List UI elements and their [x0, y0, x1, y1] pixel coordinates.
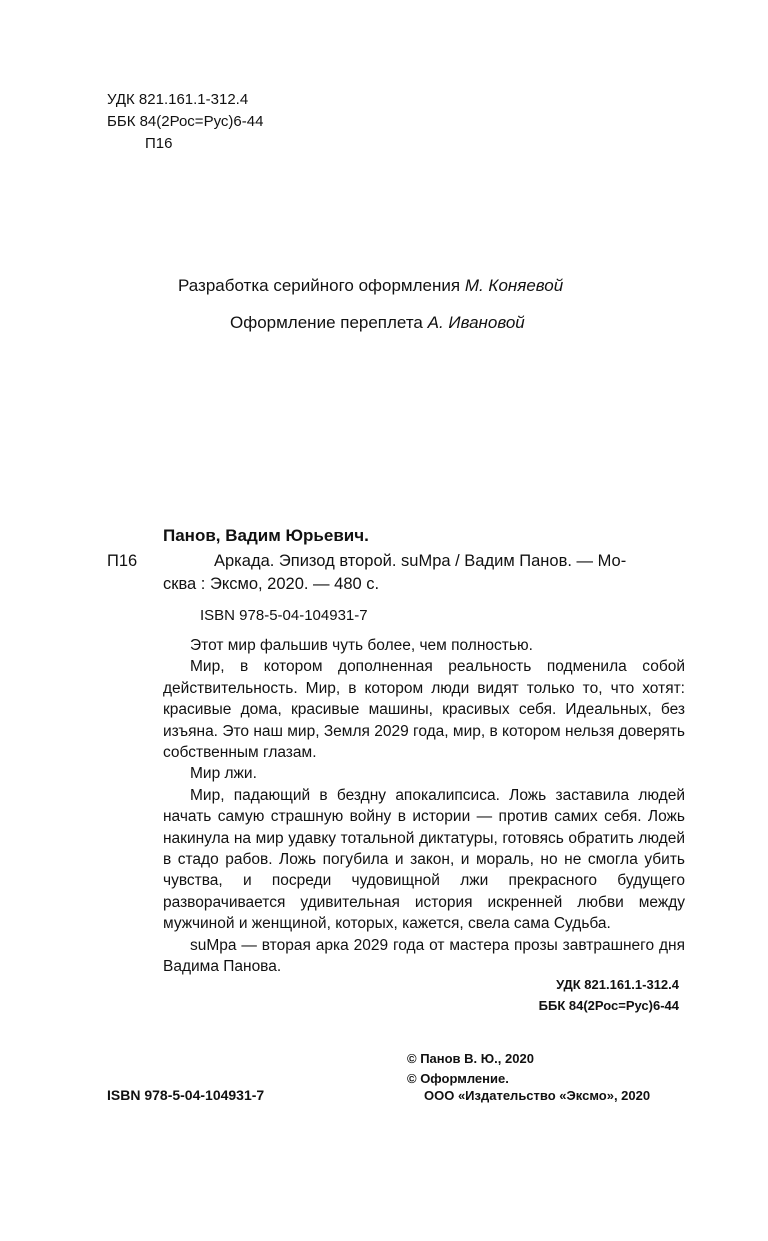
author-mark: П16 — [107, 552, 138, 570]
title-line-1: Аркада. Эпизод второй. suMpa / Вадим Панов. — Мо- — [214, 552, 627, 570]
isbn-footer: ISBN 978-5-04-104931-7 — [107, 1087, 265, 1103]
series-design-label: Разработка серийного оформления — [178, 276, 461, 295]
udk-code-top: УДК 821.161.1-312.4 — [107, 91, 249, 108]
udk-code-bottom: УДК 821.161.1-312.4 — [556, 977, 679, 992]
annotation — [163, 635, 685, 978]
copyright-design: © Оформление. — [407, 1071, 509, 1086]
publisher-copyright: ООО «Издательство «Эксмо», 2020 — [424, 1088, 651, 1103]
series-design-name: М. Коняевой — [464, 276, 564, 295]
annotation-paragraph: Мир лжи. — [190, 765, 257, 783]
title-line-2: сква : Эксмо, 2020. — 480 с. — [163, 575, 380, 593]
binding-design-name: А. Ивановой — [427, 313, 525, 332]
binding-design-label: Оформление переплета — [230, 313, 423, 332]
isbn-record: ISBN 978-5-04-104931-7 — [200, 607, 368, 624]
copyright-author: © Панов В. Ю., 2020 — [407, 1051, 534, 1066]
bbk-code-top: ББК 84(2Рос=Рус)6-44 — [107, 113, 264, 130]
series-design-credit — [178, 275, 563, 297]
annotation-paragraph: suMpa — вторая арка 2029 года от мастера прозы завтрашнего дня Вадима Панова. — [163, 936, 685, 976]
author-heading: Панов, Вадим Юрьевич. — [163, 526, 369, 545]
binding-design-credit — [230, 312, 525, 334]
author-mark-top: П16 — [145, 135, 173, 152]
annotation-paragraph: Этот мир фальшив чуть более, чем полностью. — [190, 637, 533, 654]
bbk-code-bottom: ББК 84(2Рос=Рус)6-44 — [538, 998, 679, 1013]
annotation-paragraph: Мир, в котором дополненная реальность подменила собой действительность. Мир, в котором люди видят только то, что хотят: красивые дома, красивые машины, красивых себя. Идеальных, без изъяна. Это наш мир, Земля 2029 года, мир, в котором нельзя доверять собственным глазам. — [163, 658, 685, 762]
annotation-paragraph: Мир, падающий в бездну апокалипсиса. Ложь заставила людей начать самую страшную войну в истории — против самих себя. Ложь накинула на мир удавку тотальной диктатуры, готовясь обратить людей в стадо рабов. Ложь погубила и закон, и мораль, но не смогла убить чувства, и посреди чудовищной лжи прекрасного будущего разворачивается удивительная история искренней любви между мужчиной и женщиной, которых, кажется, свела сама Судьба. — [163, 786, 685, 933]
